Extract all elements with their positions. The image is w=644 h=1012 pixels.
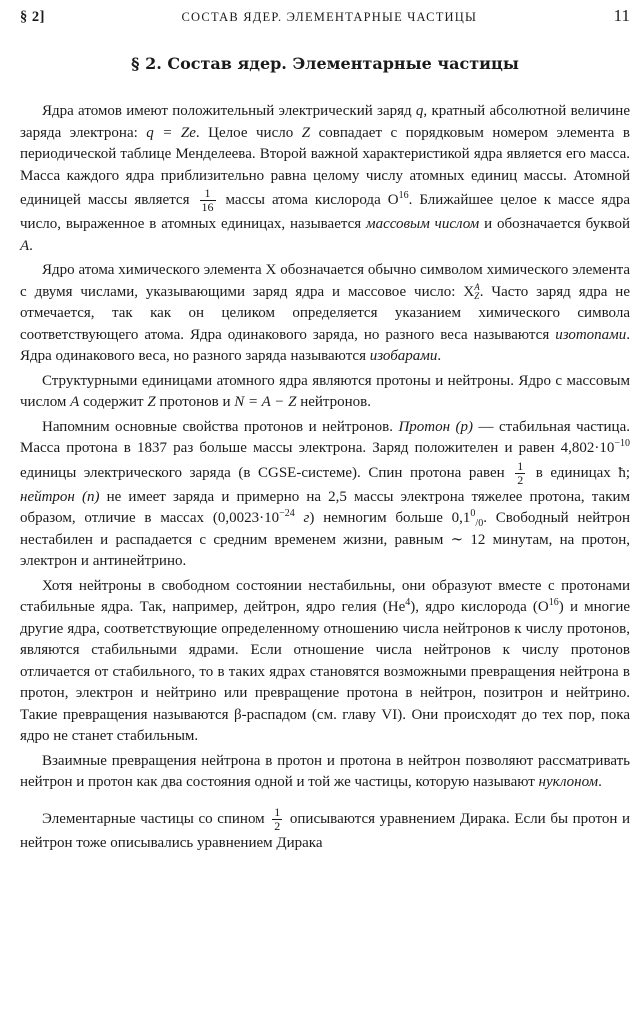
fraction-1-2-spin: $\frac{1}{2}$ bbox=[274, 804, 281, 833]
term-neutron: нейтрон (n) bbox=[20, 488, 100, 505]
term-nucleon: нуклоном bbox=[538, 774, 599, 790]
paragraph-5: Хотя нейтроны в свободном состоянии нестабильны, они образуют вместе с протонами стабильные ядра. Так, например, дейтрон, ядро гелия (He$^4$), ядро кислорода $(O^{16})$ и многие другие ядра, соответствующие определенному отношению числа нейтронов к числу протонов, являются стабильными ядрами. Если отношение числа нейтронов к числу протонов отличается от стабильного, то в таких ядрах становятся возможными превращения нейтрона в протон, электрон и нейтрино или превращение протона в нейтрон, позитрон и нейтрино. Такие превращения называются β-распадом (см. главу VI). Они происходят до тех пор, пока ядро не станет стабильным. bbox=[20, 577, 631, 744]
term-proton: Протон (p) bbox=[398, 418, 474, 435]
fraction-1-2: $\frac{1}{2}$ bbox=[517, 458, 524, 487]
term-mass-number: массовым числом bbox=[366, 216, 480, 232]
page-number: 11 bbox=[613, 6, 630, 25]
body-text bbox=[20, 101, 630, 854]
header-section-ref: § 2] bbox=[20, 9, 45, 25]
fraction-1-16: $\frac{1}{16}$ bbox=[201, 186, 214, 214]
term-isotopes: изотопами bbox=[555, 326, 627, 343]
running-head bbox=[20, 6, 630, 36]
paragraph-7: Элементарные частицы со спином $\frac{1}{2}$ описываются уравнением Дирака. Если бы протон и нейтрон тоже описывались уравнением Дирака bbox=[20, 804, 630, 851]
paragraph-3: Структурными единицами атомного ядра являются протоны и нейтроны. Ядро с массовым числом A содержит Z протонов и N = A − Z нейтронов. bbox=[20, 372, 630, 410]
paragraph-2: Ядро атома химического элемента X обозначается обычно символом химического элемента с двумя числами, указывающими заряд ядра и массовое число: X A Z . Часто заряд ядра не отмечается, так как он целиком определяется указанием химического символа соответствующего атома. Ядра одинакового заряда, но разного веса называются изотопами. Ядра одинакового веса, но разного заряда называются изобарами. bbox=[20, 262, 630, 364]
header-title: СОСТАВ ЯДЕР. ЭЛЕМЕНТАРНЫЕ ЧАСТИЦЫ bbox=[181, 10, 478, 24]
paragraph-1: Ядра атомов имеют положительный электрический заряд q, кратный абсолютной величине заряда электрона: q = Ze. Целое число Z совпадает с порядковым номером элемента в периодической таблице Менделеева. Второй важной характеристикой ядра является его масса. Масса каждого ядра приблизительно равна целому числу атомных единиц массы. Атомной единицей массы является $\frac{1}{16}$ массы атома кислорода $O^{16}$. Ближайшее целое к массе ядра число, выраженное в атомных единицах, называется массовым числом и обозначается буквой A. bbox=[20, 103, 631, 254]
paragraph-6: Взаимные превращения нейтрона в протон и протона в нейтрон позволяют рассматривать нейтрон и протон как два состояния одной и той же частицы, которую называют нуклоном. bbox=[20, 752, 630, 790]
paragraph-4: Напомним основные свойства протонов и нейтронов. Протон (p) — стабильная частица. Масса протона в 1837 раз больше массы электрона. Заряд положителен и равен $4,802\cdot 10^{-10}$ единицы электрического заряда (в CGSE-системе). Спин протона равен $\frac{1}{2}$ в единицах ħ; нейтрон (n) не имеет заряда и примерно на 2,5 массы электрона тяжелее протона, таким образом, отличие в массах ($0,0023\cdot 10^{-24}$ г) немногим больше $0,1^0_{/0}$. Свободный нейтрон нестабилен и распадается с средним временем жизни, равным ∼ 12 минутам, на протон, электрон и антинейтрино. bbox=[20, 418, 631, 569]
term-isobars: изобарами bbox=[369, 348, 438, 364]
section-title: § 2. Состав ядер. Элементарные частицы bbox=[131, 54, 519, 73]
page bbox=[20, 6, 630, 854]
